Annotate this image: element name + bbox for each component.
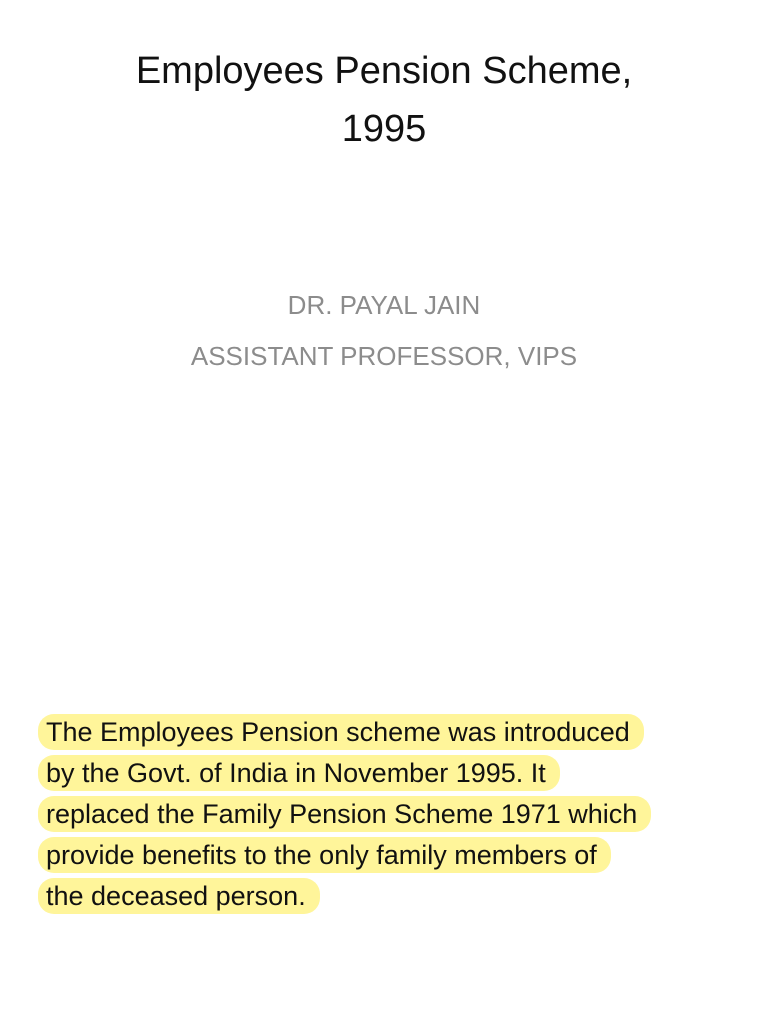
slide-title-line-2: 1995 — [341, 108, 427, 150]
paragraph-line-4: provide benefits to the only family members of — [38, 837, 611, 873]
slide-title — [0, 42, 768, 158]
paragraph-line-2: by the Govt. of India in November 1995. It — [38, 755, 560, 791]
author-affiliation: ASSISTANT PROFESSOR, VIPS — [190, 341, 578, 371]
paragraph-line-3: replaced the Family Pension Scheme 1971 which — [38, 796, 651, 832]
author-name: DR. PAYAL JAIN — [287, 290, 481, 320]
slide-title-line-1: Employees Pension Scheme, — [135, 50, 633, 92]
paragraph-line-1: The Employees Pension scheme was introduced — [38, 714, 644, 750]
paragraph-line-5: the deceased person. — [38, 878, 320, 914]
slide-subtitle — [0, 280, 768, 382]
highlighted-paragraph — [38, 714, 758, 919]
